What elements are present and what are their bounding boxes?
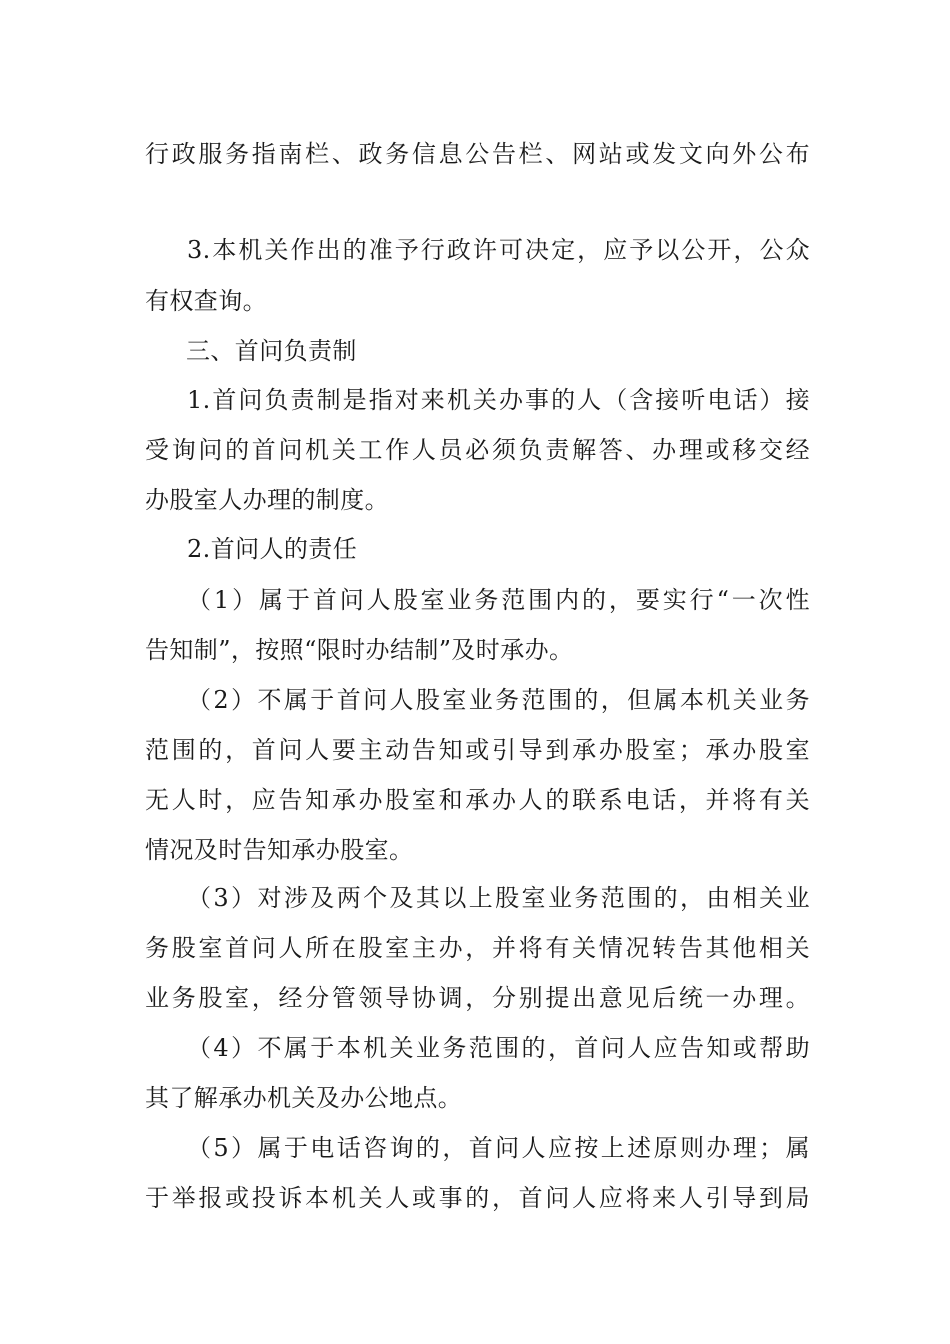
paragraph-line: 告知制”，按照“限时办结制”及时承办。 xyxy=(145,636,574,664)
paragraph-line: 其了解承办机关及办公地点。 xyxy=(145,1084,463,1112)
paragraph-line: （1）属于首问人股室业务范围内的，要实行“一次性 xyxy=(187,586,810,614)
paragraph-line: 受询问的首问机关工作人员必须负责解答、办理或移交经 xyxy=(145,436,810,464)
paragraph-line: 3.本机关作出的准予行政许可决定，应予以公开，公众 xyxy=(187,236,810,264)
section-heading: 三、首问负责制 xyxy=(186,337,357,365)
paragraph-line: 1.首问负责制是指对来机关办事的人（含接听电话）接 xyxy=(187,386,810,414)
paragraph-line: 范围的，首问人要主动告知或引导到承办股室；承办股室 xyxy=(145,736,810,764)
paragraph-line: 于举报或投诉本机关人或事的，首问人应将来人引导到局 xyxy=(145,1184,810,1212)
paragraph-line: 无人时，应告知承办股室和承办人的联系电话，并将有关 xyxy=(145,786,810,814)
paragraph-line: 办股室人办理的制度。 xyxy=(145,486,389,514)
paragraph-line: （5）属于电话咨询的，首问人应按上述原则办理；属 xyxy=(187,1134,810,1162)
paragraph-line: 务股室首问人所在股室主办，并将有关情况转告其他相关 xyxy=(145,934,810,962)
subsection-heading: 2.首问人的责任 xyxy=(187,535,358,563)
paragraph-line: 情况及时告知承办股室。 xyxy=(145,836,414,864)
paragraph-line: （2）不属于首问人股室业务范围的，但属本机关业务 xyxy=(187,686,810,714)
paragraph-line: 业务股室，经分管领导协调，分别提出意见后统一办理。 xyxy=(145,984,810,1012)
paragraph-line: 行政服务指南栏、政务信息公告栏、网站或发文向外公布 xyxy=(145,140,810,168)
paragraph-line: （4）不属于本机关业务范围的，首问人应告知或帮助 xyxy=(187,1034,810,1062)
paragraph-line: 有权查询。 xyxy=(145,287,267,315)
paragraph-line: （3）对涉及两个及其以上股室业务范围的，由相关业 xyxy=(187,884,810,912)
